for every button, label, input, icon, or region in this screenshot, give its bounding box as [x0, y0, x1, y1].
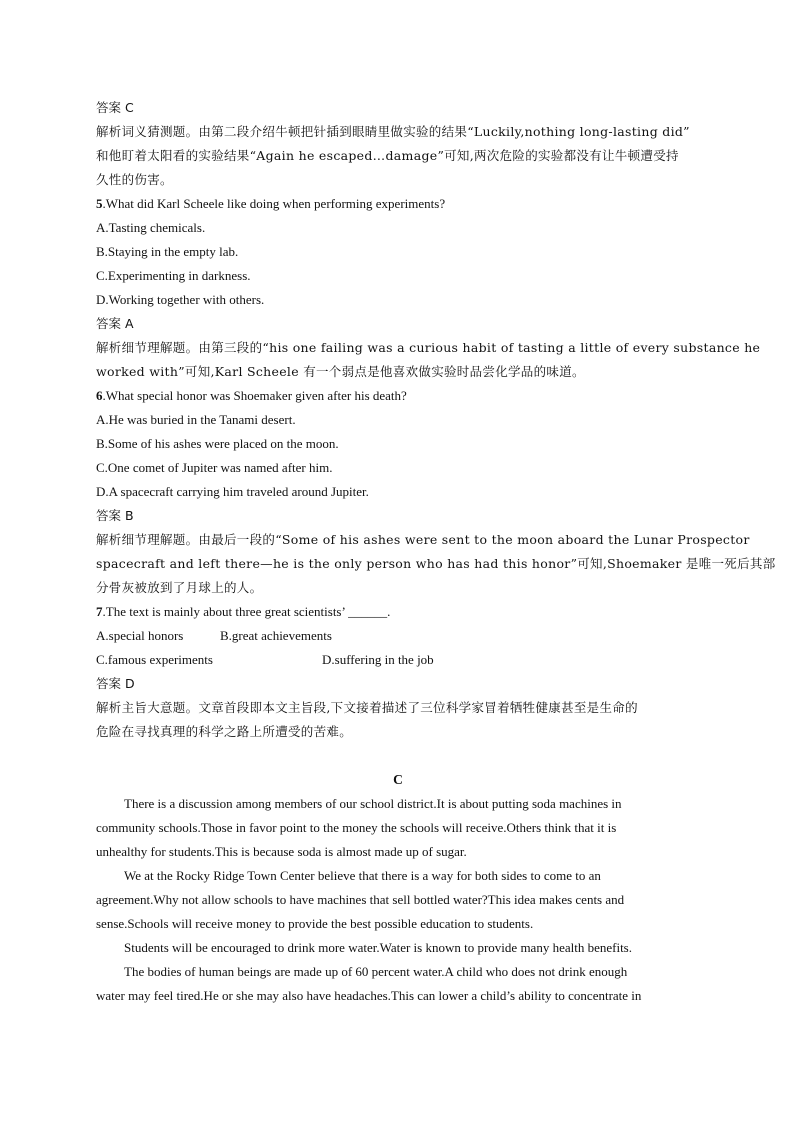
question-5	[96, 192, 700, 216]
paragraph-line: water may feel tired.He or she may also have headaches.This can lower a child’s ability to concentrate in	[96, 988, 642, 1003]
paragraph	[96, 864, 700, 936]
answer-label: 答案	[96, 100, 122, 115]
answer-value: A	[125, 316, 134, 331]
option: A.special honors	[96, 628, 184, 643]
analysis-line: 久性的伤害。	[96, 172, 173, 187]
question-6	[96, 384, 700, 408]
paragraph-line: sense.Schools will receive money to provide the best possible education to students.	[96, 916, 534, 931]
option: B.Staying in the empty lab.	[96, 244, 239, 259]
option: D.suffering in the job	[322, 652, 434, 667]
paragraph-line: community schools.Those in favor point to the money the schools will receive.Others think that it is	[96, 820, 617, 835]
paragraph-line: We at the Rocky Ridge Town Center believe that there is a way for both sides to come to an	[124, 868, 601, 883]
answer-label: 答案	[96, 316, 122, 331]
analysis-line: 分骨灰被放到了月球上的人。	[96, 580, 263, 595]
option: A.Tasting chemicals.	[96, 220, 206, 235]
question-number: 5	[96, 196, 103, 211]
option: D.A spacecraft carrying him traveled around Jupiter.	[96, 484, 369, 499]
answer-value: C	[125, 100, 134, 115]
question-text: .What special honor was Shoemaker given after his death?	[102, 388, 407, 403]
answer-value: B	[125, 508, 134, 523]
analysis-line: worked with”可知,Karl Scheele 有一个弱点是他喜欢做实验时品尝化学品的味道。	[96, 364, 585, 379]
analysis-line: spacecraft and left there—he is the only person who has had this honor”可知,Shoemaker 是唯一死后其部	[96, 556, 776, 571]
answer-line	[96, 96, 700, 120]
question-number: 7	[96, 604, 103, 619]
analysis-block	[96, 120, 700, 192]
option-row	[96, 624, 700, 648]
question-7	[96, 600, 700, 624]
answer-line	[96, 312, 700, 336]
question-text: .What did Karl Scheele like doing when performing experiments?	[102, 196, 446, 211]
option: C.One comet of Jupiter was named after him.	[96, 460, 333, 475]
section-title: C	[393, 772, 403, 787]
paragraph	[96, 936, 700, 960]
paragraph-line: The bodies of human beings are made up of 60 percent water.A child who does not drink enough	[124, 964, 628, 979]
question-text: .The text is mainly about three great scientists’ ______.	[102, 604, 391, 619]
option: D.Working together with others.	[96, 292, 265, 307]
paragraph-line: unhealthy for students.This is because soda is almost made up of sugar.	[96, 844, 467, 859]
answer-label: 答案	[96, 508, 122, 523]
option: C.Experimenting in darkness.	[96, 268, 251, 283]
option: C.famous experiments	[96, 652, 213, 667]
answer-value: D	[125, 676, 135, 691]
option: B.Some of his ashes were placed on the moon.	[96, 436, 339, 451]
answer-line	[96, 672, 700, 696]
option-row	[96, 648, 700, 672]
option: B.great achievements	[220, 628, 332, 643]
analysis-line: 危险在寻找真理的科学之路上所遭受的苦难。	[96, 724, 353, 739]
option: A.He was buried in the Tanami desert.	[96, 412, 296, 427]
analysis-line: 解析主旨大意题。文章首段即本文主旨段,下文接着描述了三位科学家冒着牺牲健康甚至是生命的	[96, 700, 638, 715]
document-page	[96, 96, 776, 1008]
answer-label: 答案	[96, 676, 122, 691]
paragraph-line: Students will be encouraged to drink more water.Water is known to provide many health benefits.	[124, 940, 632, 955]
analysis-block	[96, 696, 700, 744]
analysis-line: 解析细节理解题。由第三段的“his one failing was a curious habit of tasting a little of every substance he	[96, 340, 761, 355]
spacer	[96, 744, 700, 768]
analysis-block	[96, 528, 776, 600]
analysis-line: 解析词义猜测题。由第二段介绍牛顿把针插到眼睛里做实验的结果“Luckily,nothing long-lasting did”	[96, 124, 690, 139]
paragraph-line: There is a discussion among members of our school district.It is about putting soda machines in	[124, 796, 622, 811]
analysis-line: 和他盯着太阳看的实验结果“Again he escaped…damage”可知,两次危险的实验都没有让牛顿遭受持	[96, 148, 679, 163]
paragraph	[96, 792, 700, 864]
question-number: 6	[96, 388, 103, 403]
answer-line	[96, 504, 700, 528]
analysis-block	[96, 336, 761, 384]
paragraph	[96, 960, 700, 1008]
analysis-line: 解析细节理解题。由最后一段的“Some of his ashes were sent to the moon aboard the Lunar Prospector	[96, 532, 750, 547]
paragraph-line: agreement.Why not allow schools to have machines that sell bottled water?This idea makes cents and	[96, 892, 625, 907]
